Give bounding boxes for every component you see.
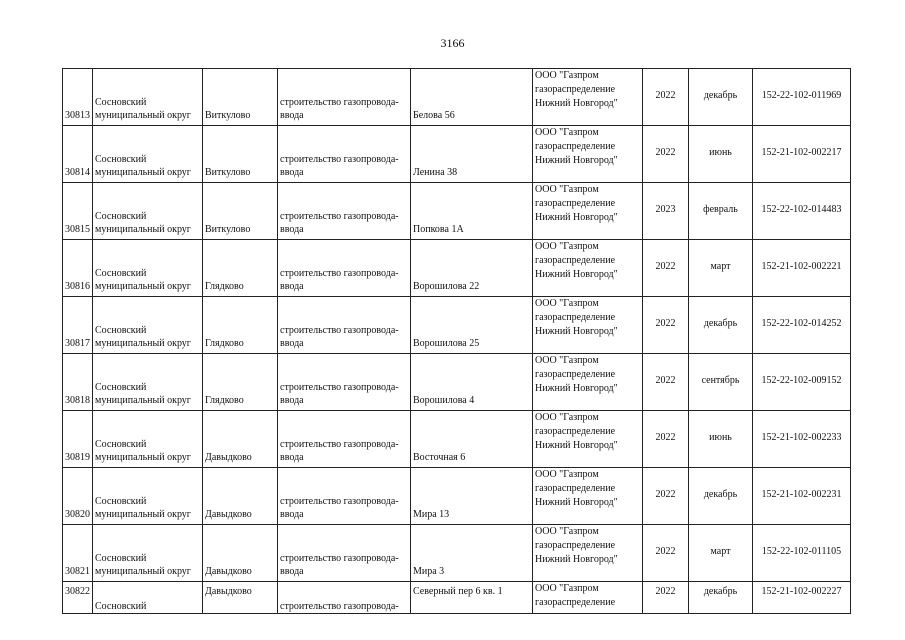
org-line: Нижний Новгород" (535, 497, 618, 508)
org-cell (533, 582, 643, 614)
work-line1: строительство газопровода- (280, 154, 399, 165)
org-line: газораспределение (535, 255, 616, 266)
district-type: муниципальный округ (95, 509, 191, 520)
code-cell: 152-22-102-011105 (753, 525, 851, 582)
month-cell: декабрь (689, 69, 753, 126)
address-cell: Ворошилова 22 (411, 240, 533, 297)
village-cell: Давыдково (203, 525, 278, 582)
district-type: муниципальный округ (95, 224, 191, 235)
code-cell: 152-22-102-014483 (753, 183, 851, 240)
district-type: муниципальный округ (95, 452, 191, 463)
work-line1: строительство газопровода- (280, 382, 399, 393)
work-line1: строительство газопровода- (280, 325, 399, 336)
org-line: газораспределение (535, 483, 616, 494)
work-line1: строительство газопровода- (280, 268, 399, 279)
district-cell (93, 240, 203, 297)
org-line: ООО "Газпром (535, 583, 599, 594)
district-name: Сосновский (95, 97, 147, 108)
year-cell: 2023 (643, 183, 689, 240)
work-cell (278, 525, 411, 582)
year-cell: 2022 (643, 582, 689, 614)
table-row (63, 183, 851, 240)
work-line2: ввода (280, 452, 304, 463)
org-cell (533, 183, 643, 240)
district-name: Сосновский (95, 211, 147, 222)
org-cell (533, 525, 643, 582)
year-cell: 2022 (643, 411, 689, 468)
org-line: ООО "Газпром (535, 469, 599, 480)
org-line: газораспределение (535, 198, 616, 209)
page-number: 3166 (440, 36, 465, 50)
code-cell: 152-21-102-002231 (753, 468, 851, 525)
org-line: газораспределение (535, 426, 616, 437)
row-number: 30816 (63, 240, 93, 297)
org-line: газораспределение (535, 312, 616, 323)
org-line: газораспределение (535, 540, 616, 551)
work-cell (278, 69, 411, 126)
work-line2: ввода (280, 224, 304, 235)
table-row (63, 411, 851, 468)
work-line2: ввода (280, 395, 304, 406)
district-name: Сосновский (95, 268, 147, 279)
table-row (63, 582, 851, 614)
address-cell: Белова 56 (411, 69, 533, 126)
district-name: Сосновский (95, 154, 147, 165)
district-name: Сосновский (95, 325, 147, 336)
table-row (63, 354, 851, 411)
district-cell (93, 126, 203, 183)
row-number: 30817 (63, 297, 93, 354)
org-line: Нижний Новгород" (535, 98, 618, 109)
village-cell: Виткулово (203, 69, 278, 126)
village-cell: Виткулово (203, 126, 278, 183)
address-cell: Попкова 1А (411, 183, 533, 240)
org-line: Нижний Новгород" (535, 212, 618, 223)
month-cell: март (689, 240, 753, 297)
org-line: газораспределение (535, 597, 616, 608)
org-line: Нижний Новгород" (535, 383, 618, 394)
table-row (63, 525, 851, 582)
work-line2: ввода (280, 566, 304, 577)
work-line1: строительство газопровода- (280, 97, 399, 108)
code-cell: 152-22-102-011969 (753, 69, 851, 126)
table-row (63, 69, 851, 126)
year-cell: 2022 (643, 525, 689, 582)
month-cell: февраль (689, 183, 753, 240)
org-line: Нижний Новгород" (535, 440, 618, 451)
address-cell: Мира 13 (411, 468, 533, 525)
code-cell: 152-22-102-014252 (753, 297, 851, 354)
org-line: ООО "Газпром (535, 298, 599, 309)
work-line2: ввода (280, 110, 304, 121)
org-line: газораспределение (535, 369, 616, 380)
village-cell: Глядково (203, 297, 278, 354)
org-cell (533, 411, 643, 468)
org-cell (533, 126, 643, 183)
district-cell (93, 411, 203, 468)
address-cell: Северный пер 6 кв. 1 (411, 582, 533, 614)
code-cell: 152-21-102-002227 (753, 582, 851, 614)
work-cell (278, 582, 411, 614)
month-cell: июнь (689, 411, 753, 468)
district-cell (93, 354, 203, 411)
district-name: Сосновский (95, 553, 147, 564)
district-cell (93, 69, 203, 126)
year-cell: 2022 (643, 69, 689, 126)
month-cell: сентябрь (689, 354, 753, 411)
org-line: ООО "Газпром (535, 70, 599, 81)
district-type: муниципальный округ (95, 395, 191, 406)
row-number: 30821 (63, 525, 93, 582)
year-cell: 2022 (643, 126, 689, 183)
district-name: Сосновский (95, 439, 147, 450)
work-cell (278, 297, 411, 354)
month-cell: март (689, 525, 753, 582)
village-cell: Виткулово (203, 183, 278, 240)
code-cell: 152-21-102-002217 (753, 126, 851, 183)
district-cell (93, 468, 203, 525)
org-line: ООО "Газпром (535, 355, 599, 366)
org-line: ООО "Газпром (535, 127, 599, 138)
table-row (63, 126, 851, 183)
org-cell (533, 240, 643, 297)
work-cell (278, 126, 411, 183)
address-cell: Ворошилова 4 (411, 354, 533, 411)
org-line: Нижний Новгород" (535, 326, 618, 337)
district-type: муниципальный округ (95, 338, 191, 349)
org-cell (533, 297, 643, 354)
work-line2: ввода (280, 338, 304, 349)
register-table (62, 68, 851, 614)
code-cell: 152-21-102-002233 (753, 411, 851, 468)
district-name: Сосновский (95, 496, 147, 507)
month-cell: декабрь (689, 582, 753, 614)
district-type: муниципальный округ (95, 566, 191, 577)
year-cell: 2022 (643, 468, 689, 525)
village-cell: Давыдково (203, 582, 278, 614)
row-number: 30813 (63, 69, 93, 126)
work-cell (278, 468, 411, 525)
work-cell (278, 411, 411, 468)
district-name: Сосновский (95, 382, 147, 393)
table-row (63, 468, 851, 525)
org-line: Нижний Новгород" (535, 155, 618, 166)
work-cell (278, 354, 411, 411)
org-line: ООО "Газпром (535, 412, 599, 423)
org-cell (533, 354, 643, 411)
org-cell (533, 468, 643, 525)
work-line2: ввода (280, 167, 304, 178)
row-number: 30822 (63, 582, 93, 614)
month-cell: декабрь (689, 297, 753, 354)
org-line: газораспределение (535, 141, 616, 152)
org-line: ООО "Газпром (535, 241, 599, 252)
work-cell (278, 183, 411, 240)
address-cell: Ленина 38 (411, 126, 533, 183)
work-line1: строительство газопровода- (280, 439, 399, 450)
address-cell: Восточная 6 (411, 411, 533, 468)
org-line: газораспределение (535, 84, 616, 95)
work-line1: строительство газопровода- (280, 553, 399, 564)
month-cell: июнь (689, 126, 753, 183)
address-cell: Ворошилова 25 (411, 297, 533, 354)
work-line1: строительство газопровода- (280, 211, 399, 222)
code-cell: 152-22-102-009152 (753, 354, 851, 411)
village-cell: Давыдково (203, 411, 278, 468)
district-cell (93, 582, 203, 614)
village-cell: Глядково (203, 240, 278, 297)
district-cell (93, 183, 203, 240)
org-cell (533, 69, 643, 126)
district-type: муниципальный округ (95, 167, 191, 178)
work-line2: ввода (280, 509, 304, 520)
address-cell: Мира 3 (411, 525, 533, 582)
org-line: Нижний Новгород" (535, 554, 618, 565)
work-line1: строительство газопровода- (280, 496, 399, 507)
district-type: муниципальный округ (95, 110, 191, 121)
year-cell: 2022 (643, 297, 689, 354)
district-cell (93, 297, 203, 354)
village-cell: Глядково (203, 354, 278, 411)
district-name: Сосновский (95, 601, 147, 612)
row-number: 30815 (63, 183, 93, 240)
year-cell: 2022 (643, 240, 689, 297)
table-row (63, 240, 851, 297)
district-type: муниципальный округ (95, 281, 191, 292)
month-cell: декабрь (689, 468, 753, 525)
org-line: ООО "Газпром (535, 526, 599, 537)
work-line2: ввода (280, 281, 304, 292)
org-line: Нижний Новгород" (535, 269, 618, 280)
village-cell: Давыдково (203, 468, 278, 525)
work-line1: строительство газопровода- (280, 601, 399, 612)
work-cell (278, 240, 411, 297)
code-cell: 152-21-102-002221 (753, 240, 851, 297)
org-line: ООО "Газпром (535, 184, 599, 195)
table-row (63, 297, 851, 354)
row-number: 30820 (63, 468, 93, 525)
row-number: 30819 (63, 411, 93, 468)
district-cell (93, 525, 203, 582)
row-number: 30818 (63, 354, 93, 411)
year-cell: 2022 (643, 354, 689, 411)
row-number: 30814 (63, 126, 93, 183)
